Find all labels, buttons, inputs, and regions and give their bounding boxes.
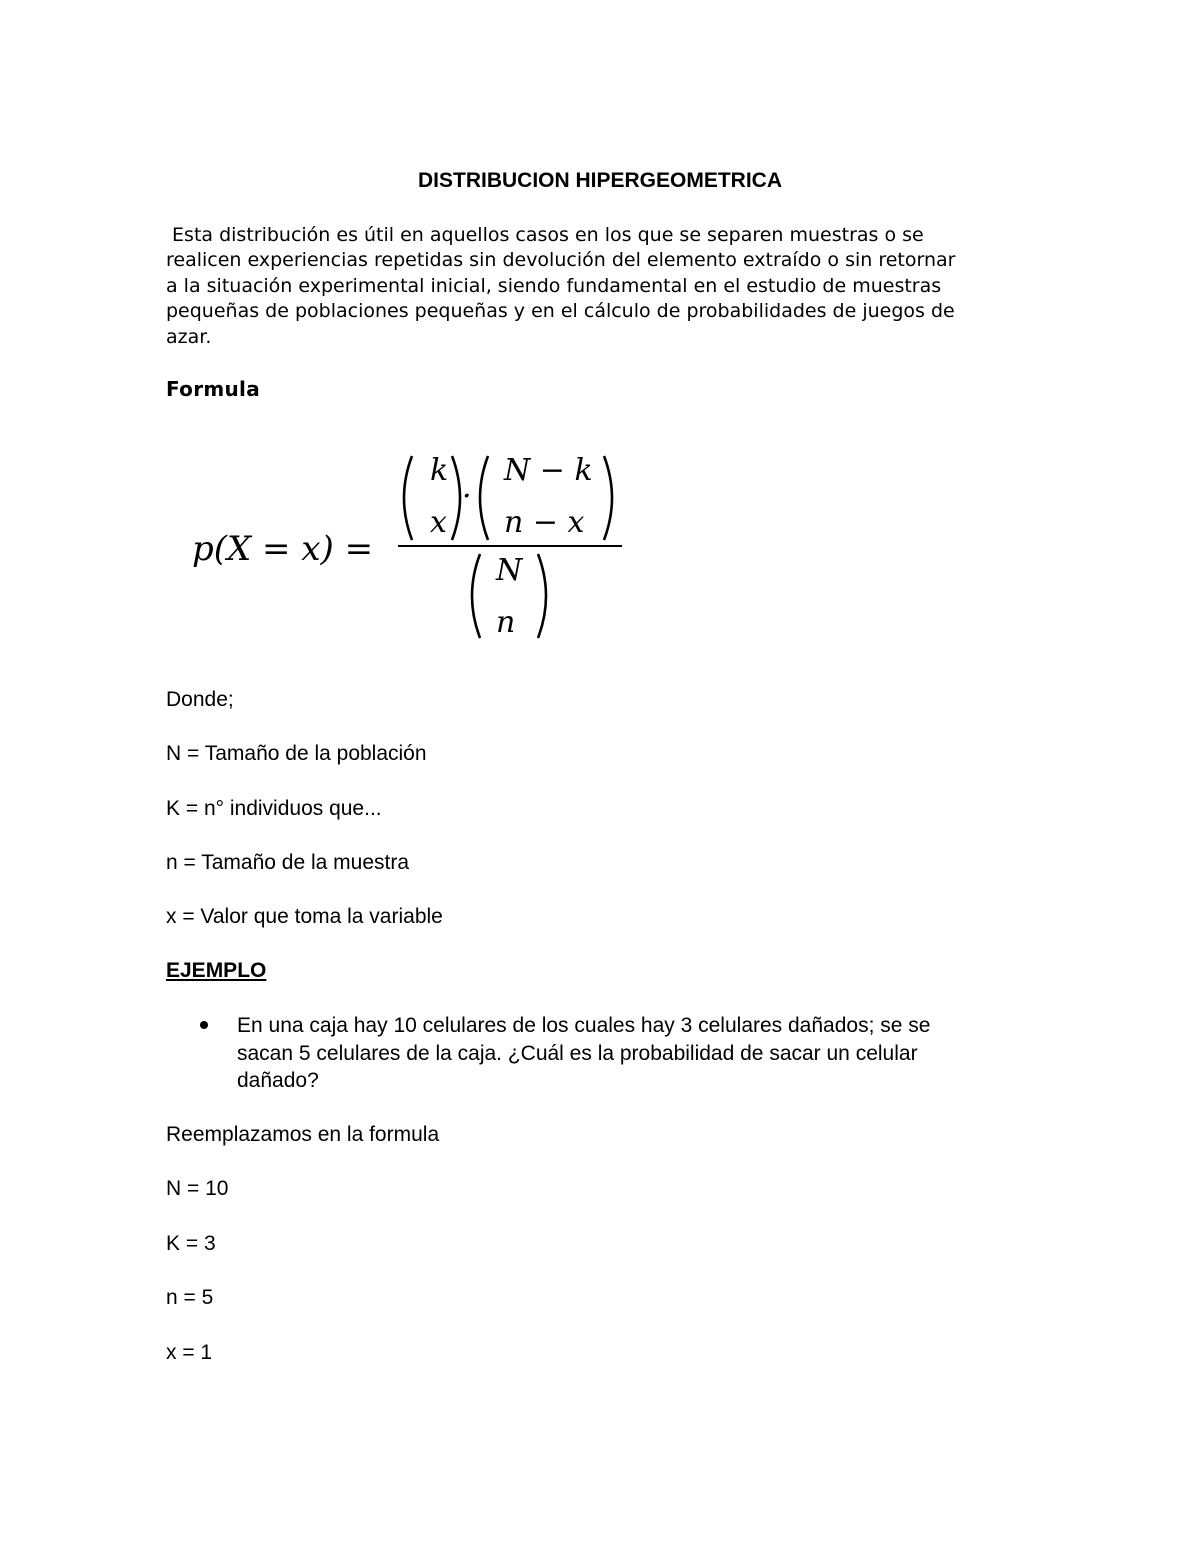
hypergeometric-formula xyxy=(190,448,630,648)
formula-num-right-top: N − k xyxy=(504,453,593,488)
reemplazamos-label: Reemplazamos en la formula xyxy=(166,1123,440,1146)
document-title: DISTRIBUCION HIPERGEOMETRICA xyxy=(417,169,782,192)
formula-den-bottom: n xyxy=(496,605,516,640)
definition-item: n = Tamaño de la muestra xyxy=(166,851,410,874)
left-paren-icon xyxy=(472,554,480,638)
intro-line: azar. xyxy=(166,325,212,348)
value-item: x = 1 xyxy=(166,1341,213,1364)
intro-line: Esta distribución es útil en aquellos casos en los que se separen muestras o se xyxy=(166,224,924,246)
definition-item: K = n° individuos que... xyxy=(166,797,382,820)
intro-line: a la situación experimental inicial, siendo fundamental en el estudio de muestras xyxy=(166,274,942,297)
formula-num-left-bottom: x xyxy=(430,505,447,540)
left-paren-icon xyxy=(480,456,488,540)
intro-line: pequeñas de poblaciones pequeñas y en el cálculo de probabilidades de juegos de xyxy=(166,300,955,323)
definition-item: N = Tamaño de la población xyxy=(166,742,427,765)
definition-item: x = Valor que toma la variable xyxy=(166,905,443,928)
formula-den-top: N xyxy=(496,553,523,588)
example-line: En una caja hay 10 celulares de los cuales hay 3 celulares dañados; se se xyxy=(237,1014,931,1037)
intro-paragraph xyxy=(166,223,1036,350)
value-item: N = 10 xyxy=(166,1177,229,1200)
formula-heading: Formula xyxy=(166,377,260,401)
formula-num-right-bottom: n − x xyxy=(504,505,585,540)
value-item: n = 5 xyxy=(166,1286,214,1309)
bullet-icon xyxy=(200,1021,208,1029)
example-line: dañado? xyxy=(237,1069,319,1092)
donde-label: Donde; xyxy=(166,688,234,711)
example-line: sacan 5 celulares de la caja. ¿Cuál es la probabilidad de sacar un celular xyxy=(237,1041,918,1065)
left-paren-icon xyxy=(404,456,412,540)
ejemplo-heading: EJEMPLO xyxy=(166,959,267,982)
example-problem xyxy=(237,1012,1057,1095)
formula-lhs: p(X = x) = xyxy=(192,529,374,569)
formula-num-left-top: k xyxy=(430,453,449,488)
right-paren-icon xyxy=(538,554,546,638)
right-paren-icon xyxy=(604,456,612,540)
right-paren-icon xyxy=(452,456,460,540)
intro-line: realicen experiencias repetidas sin devolución del elemento extraído o sin retornar xyxy=(166,249,956,272)
value-item: K = 3 xyxy=(166,1232,216,1255)
formula-dot: · xyxy=(462,479,472,514)
